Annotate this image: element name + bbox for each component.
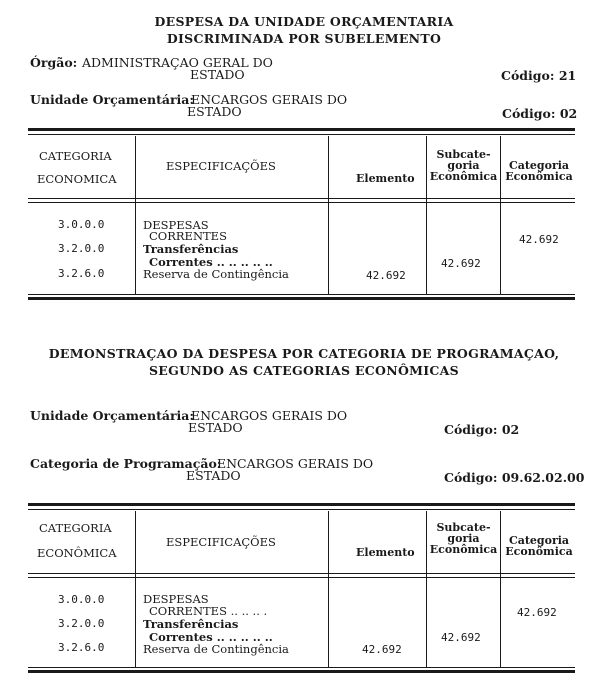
table2-code: 3.2.6.0 xyxy=(58,641,105,654)
table2-header-elemento: Elemento xyxy=(356,546,415,559)
table2-code: 3.0.0.0 xyxy=(58,593,105,606)
table1-code: 3.2.0.0 xyxy=(58,242,105,255)
table2-col-divider xyxy=(135,511,136,667)
table1-header-categoria: CATEGORIA xyxy=(39,149,112,163)
table2-header-categoria-economica: Categoria Econômica xyxy=(505,534,573,558)
orgao-value-line1: ADMINISTRAÇAO GERAL DO xyxy=(82,55,273,70)
catprog-value-line1: ENCARGOS GERAIS DO xyxy=(217,456,374,471)
section2-title-line1: DEMONSTRAÇAO DA DESPESA POR CATEGORIA DE PROGRAMAÇAO, xyxy=(48,346,560,361)
table1-categoria-value: 42.692 xyxy=(519,233,559,246)
table2-spec: Reserva de Contingência xyxy=(143,642,289,656)
table1-col-divider xyxy=(328,136,329,294)
section1-title-line1: DESPESA DA UNIDADE ORÇAMENTARIA xyxy=(154,14,454,29)
table2-spec: DESPESAS xyxy=(143,592,209,606)
table1-header-economica: ECONOMICA xyxy=(37,172,117,186)
table2-code: 3.2.0.0 xyxy=(58,617,105,630)
unidade-value-line1: ENCARGOS GERAIS DO xyxy=(191,92,348,107)
section2-title-line2: SEGUNDO AS CATEGORIAS ECONÔMICAS xyxy=(148,363,460,378)
s2-unidade-codigo: Código: 02 xyxy=(444,422,520,437)
table1-header-especificacoes: ESPECIFICAÇÕES xyxy=(166,159,276,173)
table2-header-rule2 xyxy=(28,577,575,578)
table2-bottom-rule-thin xyxy=(28,667,575,668)
table2-header-rule xyxy=(28,573,575,574)
table1-code: 3.0.0.0 xyxy=(58,218,105,231)
section1-title-line2: DISCRIMINADA POR SUBELEMENTO xyxy=(166,31,442,46)
s2-unidade-value-line1: ENCARGOS GERAIS DO xyxy=(191,408,348,423)
table1-header-rule xyxy=(28,198,575,199)
unidade-value-line2: ESTADO xyxy=(187,104,242,119)
orgao-label: Órgão: xyxy=(30,55,78,70)
table2-bottom-rule xyxy=(28,670,575,673)
table2-col-divider xyxy=(328,511,329,667)
table1-top-rule xyxy=(28,128,575,131)
table2-top-rule-thin xyxy=(28,509,575,510)
table1-bottom-rule-thin xyxy=(28,294,575,295)
catprog-codigo: Código: 09.62.02.00 xyxy=(444,470,585,485)
table2-spec: Transferências xyxy=(143,617,239,631)
table1-elemento-value: 42.692 xyxy=(366,269,406,282)
table1-top-rule-thin xyxy=(28,134,575,135)
table1-subcategoria-value: 42.692 xyxy=(441,257,481,270)
table2-header-subcategoria: Subcate- goria Econômica xyxy=(429,521,498,556)
table2-header-categoria: CATEGORIA xyxy=(39,521,112,535)
table1-bottom-rule xyxy=(28,297,575,300)
table2-elemento-value: 42.692 xyxy=(362,643,402,656)
table2-spec: CORRENTES .. .. .. . xyxy=(149,604,268,618)
table1-header-rule2 xyxy=(28,202,575,203)
table2-categoria-value: 42.692 xyxy=(517,606,557,619)
table2-spec: Correntes .. .. .. .. .. xyxy=(149,630,273,644)
table1-header-categoria-economica: Categoria Econômica xyxy=(505,159,573,183)
table1-spec: Correntes .. .. .. .. .. xyxy=(149,255,273,269)
table1-header-subcategoria: Subcate- goria Econômica xyxy=(429,148,498,183)
unidade-codigo: Código: 02 xyxy=(502,106,578,121)
table1-spec: DESPESAS xyxy=(143,218,209,232)
s2-unidade-label: Unidade Orçamentária: xyxy=(30,408,194,423)
table2-header-especificacoes: ESPECIFICAÇÕES xyxy=(166,535,276,549)
table2-header-economica: ECONÔMICA xyxy=(37,546,117,560)
table1-header-elemento: Elemento xyxy=(356,172,415,185)
catprog-label: Categoria de Programação: xyxy=(30,456,222,471)
catprog-value-line2: ESTADO xyxy=(186,468,241,483)
table1-col-divider xyxy=(135,136,136,294)
table1-spec: Transferências xyxy=(143,242,239,256)
table1-code: 3.2.6.0 xyxy=(58,267,105,280)
table1-spec: Reserva de Contingência xyxy=(143,267,289,281)
orgao-codigo: Código: 21 xyxy=(501,68,577,83)
unidade-label: Unidade Orçamentária: xyxy=(30,92,194,107)
orgao-value-line2: ESTADO xyxy=(190,67,245,82)
table2-subcategoria-value: 42.692 xyxy=(441,631,481,644)
table2-top-rule xyxy=(28,503,575,506)
s2-unidade-value-line2: ESTADO xyxy=(188,420,243,435)
table1-spec: CORRENTES xyxy=(149,229,227,243)
